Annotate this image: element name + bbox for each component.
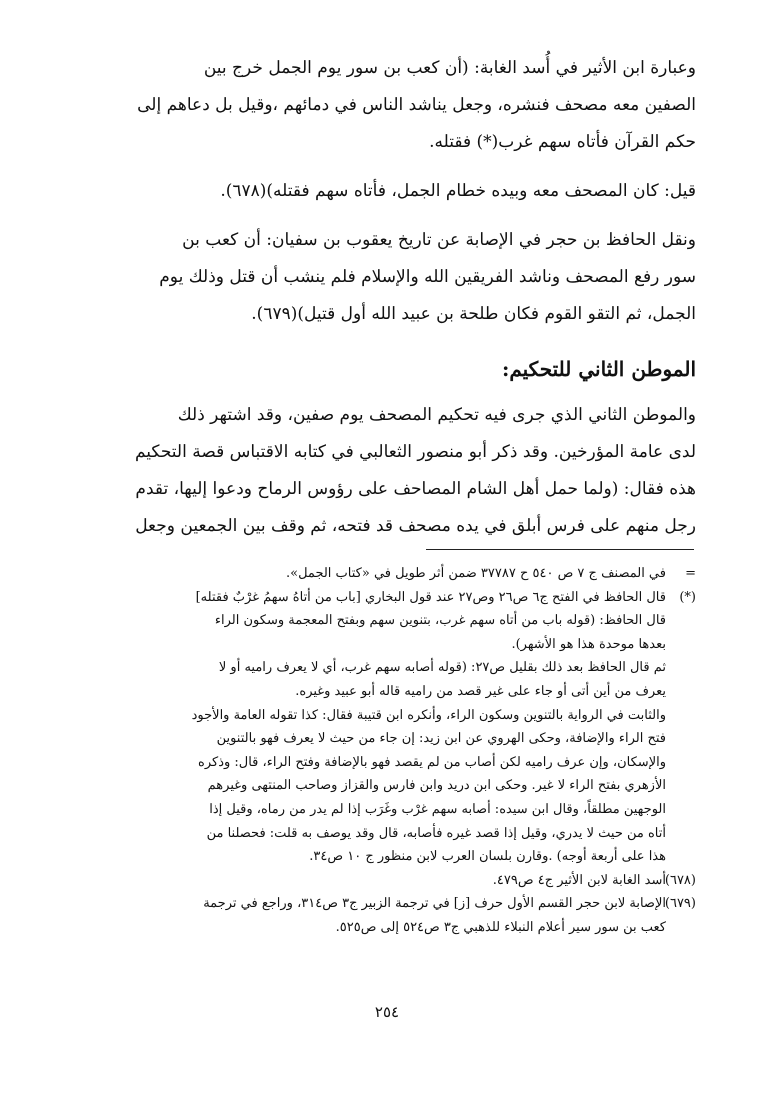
footnote-text bbox=[40, 562, 666, 586]
text-line: قيل: كان المصحف معه وبيده خطام الجمل، فأتاه سهم فقتله)(٦٧٨). bbox=[220, 181, 696, 201]
footnote-mark: (٦٧٨) bbox=[664, 872, 696, 888]
text-line: ونقل الحافظ بن حجر في الإصابة عن تاريخ يعقوب بن سفيان: أن كعب بن bbox=[182, 230, 696, 250]
text-line: حكم القرآن فأتاه سهم غرب(*) فقتله. bbox=[429, 132, 696, 152]
footnotes bbox=[40, 562, 696, 940]
text-line: الصفين معه مصحف فنشره، وجعل يناشد الناس في دمائهم ،وقيل بل دعاهم إلى bbox=[137, 95, 696, 115]
paragraph-4 bbox=[44, 397, 696, 545]
text-line: هذه فقال: (ولما حمل أهل الشام المصاحف على رؤوس الرماح ودعوا إليها، تقدم bbox=[135, 479, 696, 499]
text-line: لدى عامة المؤرخين. وقد ذكر أبو منصور الثعالبي في كتابه الاقتباس قصة التحكيم bbox=[134, 442, 696, 462]
footnote-line: فتح الراء والإضافة، وحكى الهروي عن ابن زيد: إن جاء من حيث لا يعرف فهو بالتنوين bbox=[216, 731, 666, 747]
main-text bbox=[44, 50, 696, 557]
paragraph-1 bbox=[44, 50, 696, 161]
footnote-line: هذا على أربعة أوجه) .وقارن بلسان العرب لابن منظور ج ١٠ ص٣٤. bbox=[309, 849, 666, 865]
footnote-line: كعب بن سور سير أعلام النبلاء للذهبي ج٣ ص٥٢٤ إلى ص٥٢٥. bbox=[335, 919, 666, 935]
footnote-text bbox=[40, 586, 666, 869]
page-number: ٢٥٤ bbox=[374, 1003, 400, 1021]
footnote-line: الإصابة لابن حجر القسم الأول حرف [ز] في ترجمة الزبير ج٣ ص٣١٤، وراجع في ترجمة bbox=[203, 896, 666, 912]
footnote-line: أتاه من حيث لا يدري، وقيل إذا قصد غيره فأصابه، قال وقد يوصف به قلت: فحصلنا من bbox=[206, 825, 666, 841]
footnote-mark: (٦٧٩) bbox=[664, 896, 696, 912]
footnote-text bbox=[40, 869, 666, 893]
footnote-line: بعدها موحدة هذا هو الأشهر). bbox=[511, 636, 666, 652]
footnote-678 bbox=[40, 869, 696, 893]
footnote-line: يعرف من أين أتى أو جاء على غير قصد من راميه قاله أبو عبيد وغيره. bbox=[295, 683, 666, 699]
text-line: والموطن الثاني الذي جرى فيه تحكيم المصحف يوم صفين، وقد اشتهر ذلك bbox=[177, 405, 696, 425]
footnote-line: والثابت في الرواية بالتنوين وسكون الراء، وأنكره ابن قتيبة فقال: كذا تقوله العامة والأجود bbox=[191, 707, 666, 723]
footnote-line: ثم قال الحافظ بعد ذلك بقليل ص٢٧: (قوله أصابه سهم غرب، أي لا يعرف راميه أو لا bbox=[218, 660, 666, 676]
footnote-text bbox=[40, 892, 666, 939]
footnote-line: في المصنف ج ٧ ص ٥٤٠ ح ٣٧٧٨٧ ضمن أثر طويل في «كتاب الجمل». bbox=[286, 566, 666, 581]
footnote-line: الوجهين مطلقاً، وقال ابن سيده: أصابه سهم غرْب وغَرَب إذا لم يدر من رماه، وقيل إذا bbox=[209, 801, 666, 817]
footnote-line: الأزهري بفتح الراء لا غير. وحكى ابن دريد وابن فارس والقزاز وصاحب المنتهى وغيرهم bbox=[207, 778, 666, 794]
text-line: سور رفع المصحف وناشد الفريقين الله والإسلام فلم ينشب أن قتل وذلك يوم bbox=[159, 267, 696, 287]
text-line: وعبارة ابن الأثير في أُسد الغابة: (أن كعب بن سور يوم الجمل خرج بين bbox=[203, 58, 696, 78]
footnote-star bbox=[40, 586, 696, 869]
paragraph-2 bbox=[44, 173, 696, 210]
footnote-679 bbox=[40, 892, 696, 939]
footnote-mark: (*) bbox=[679, 589, 696, 605]
footnote-line: أسد الغابة لابن الأثير ج٤ ص٤٧٩. bbox=[492, 872, 666, 888]
footnote-line: قال الحافظ في الفتح ج٦ ص٢٦ وص٢٧ عند قول البخاري [باب من أتاهُ سهمُ غرْبٌ فقتله] bbox=[195, 589, 666, 605]
footnote-mark: = bbox=[685, 566, 696, 581]
footnote-divider bbox=[426, 549, 694, 550]
text-line: رجل منهم على فرس أبلق في يده مصحف قد فتحه، ثم وقف بين الجمعين وجعل bbox=[135, 516, 696, 536]
paragraph-3 bbox=[44, 222, 696, 333]
footnote-line: والإسكان، وإن عرف راميه لكن أصاب من لم يقصد فهو بالإضافة وفتح الراء، قال: وذكره bbox=[198, 754, 666, 770]
text-line: الجمل، ثم التقو القوم فكان طلحة بن عبيد الله أول قتيل)(٦٧٩). bbox=[251, 304, 696, 324]
footnote-continued bbox=[40, 562, 696, 586]
footnote-line: قال الحافظ: (قوله باب من أتاه سهم غرب، بتنوين سهم وبفتح المعجمة وسكون الراء bbox=[214, 613, 666, 629]
section-heading: الموطن الثاني للتحكيم: bbox=[501, 357, 696, 381]
